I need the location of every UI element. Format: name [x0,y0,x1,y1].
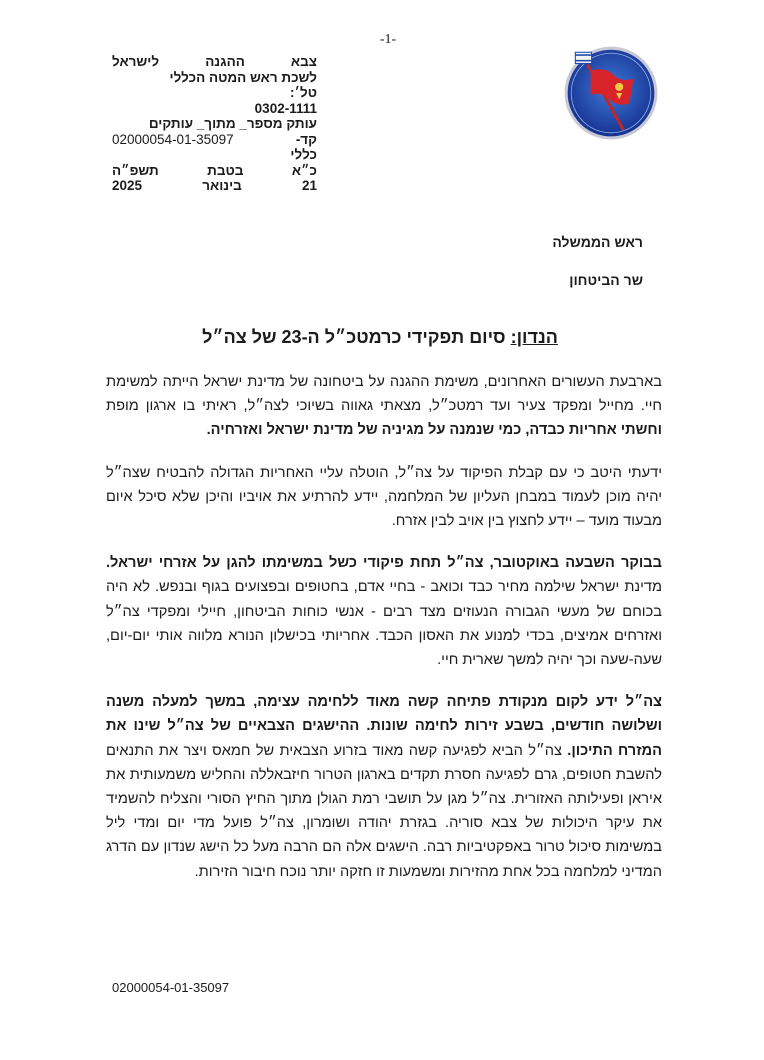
paragraph-1-emphasis: וחשתי אחריות כבדה, כמי שנמנה על מגיניה של מדינת ישראל ואזרחיה. [206,422,662,439]
paragraph-3-emphasis: בבוקר השבעה באוקטובר, צה״ל תחת פיקודי כשל במשימתו להגן על אזרחי ישראל. [106,555,662,572]
header-code-label: קד- [295,131,317,147]
paragraph-3 [106,551,662,672]
header-month: בינואר [202,178,242,193]
header-israel-word: לישראל [112,54,160,69]
footer-document-code: 02000054-01-35097 [112,980,230,995]
header-office: לשכת ראש המטה הכללי [169,69,317,85]
paragraph-4-text: צה״ל הביא לפגיעה קשה מאוד בזרוע הצבאית של חמאס ויצר את התנאים להשבת חטופים, גרם לפגיעה חסרת תקדים בארגון הטרור חיזבאללה והחליש משמעותית את איראן ופעילותה האזורית. צה״ל מגן על תושבי רמת הגולן מתוך החיץ הסורי והצליח להשמיד את עיקר היכולות של צבא סוריה. בגזרת יהודה ושומרון, צה״ל פועל מדי יום ומדי ליל במשימות סיכול טרור באפקטיביות רבה. הישגים אלה הם הרבה מעל כל הישג שנדון עם הדרג המדיני למלחמה בכל אחת מהזירות ומשמעות זו חזקה יותר נוכח חיבור הזירות. [106,742,662,880]
letter-body [106,370,662,902]
paragraph-2: ידעתי היטב כי עם קבלת הפיקוד על צה״ל, הוטלה עליי האחריות הגדולה להבטיח שצה״ל יהיה מוכן לעמוד במבחן העליון של המלחמה, יידע להרתיע את אויביו והיכן שלא סיכל איום מבעוד מועד – יידע לחצוץ בין אויב לבין אזרח. [106,464,662,530]
paragraph-4 [106,690,662,884]
subject-text: סיום תפקידי כרמטכ״ל ה-23 של צה״ל [202,327,506,347]
header-hebrew-year: תשפ״ה [112,162,159,178]
header-copy-number: עותק מספר_ מתוך_ עותקים [148,116,317,131]
header-phone-number: 0302-1111 [254,100,317,116]
header-code: 02000054-01-35097 [112,131,234,147]
recipient-prime-minister: ראש הממשלה [552,234,643,250]
subject-line [100,325,660,349]
paragraph-1 [106,370,662,443]
paragraph-3-text: מדינת ישראל שילמה מחיר כבד וכואב - בחיי אדם, בחטופים ובפצועים בגוף ובנפש. לא היה בכוחם של מעשי הגבורה הנעוזים מצד רבים - אנשי כוחות הביטחון, חיילי ומפקדי צה״ל ואזרחים אמיצים, בכדי למנוע את האסון הכבד. אחריותי בכישלון הנורא מלווה אותי יום-יום, שעה-שעה וכך יהיה למשך שארית חיי. [106,579,662,669]
header-hebrew-day: כ״א [291,162,317,178]
paragraph-1-text: בארבעת העשורים האחרונים, משימת ההגנה על ביטחונה של מדינת ישראל הייתה למשימת חיי. מחייל ומפקד צעיר ועד רמטכ״ל, מצאתי גאווה בשיוכי לצה״ל, ראיתי בו ארגון מופת [106,374,662,415]
letterhead [112,54,317,194]
header-army-word: צבא [290,54,317,69]
header-day: 21 [301,178,317,193]
header-classification: כללי [290,147,317,162]
header-year: 2025 [112,178,143,193]
header-phone-label: טל׳: [290,85,317,100]
header-hebrew-month: בטבת [207,162,244,178]
subject-label: הנדון: [510,327,558,347]
recipients [552,232,643,308]
header-defense-word: ההגנה [205,54,245,69]
page-number: -1- [379,32,397,47]
recipient-defense-minister: שר הביטחון [569,272,643,288]
idf-chief-of-staff-emblem [560,40,662,142]
paragraph-4-emphasis: צה״ל ידע לקום מנקודת פתיחה קשה מאוד ללחימה עצימה, במשך למעלה משנה ושלושה חודשים, בשבע זירות לחימה שונות. ההישגים הצבאיים של צה״ל שינו את המזרח התיכון. [106,694,662,759]
